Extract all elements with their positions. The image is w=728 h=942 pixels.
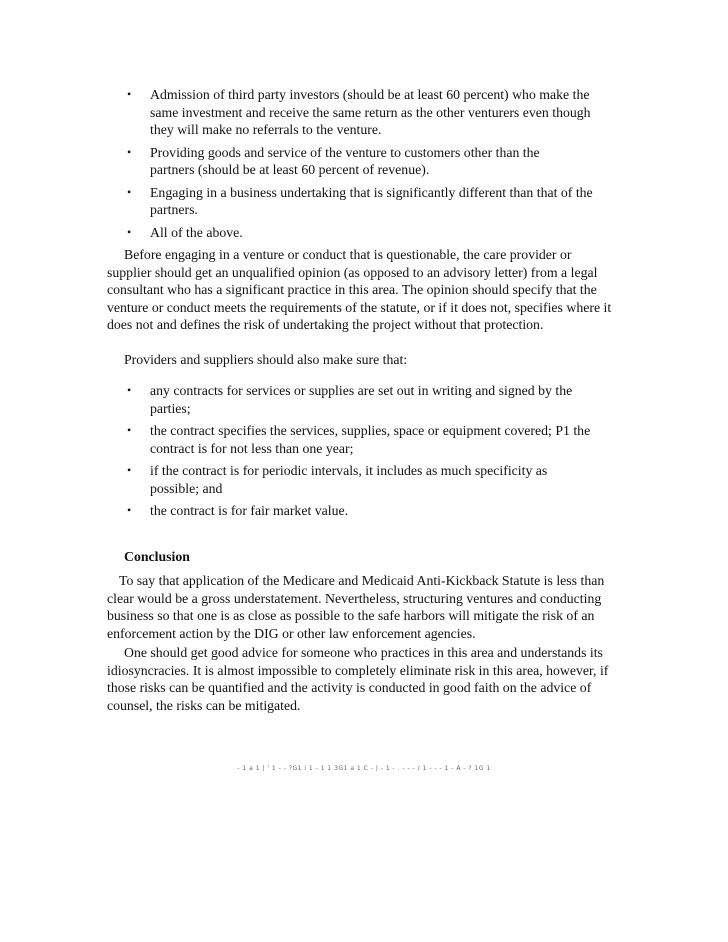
criteria-list <box>0 86 728 241</box>
list-item-text: Engaging in a business undertaking that is significantly different than that of the partners. <box>150 184 593 217</box>
bullet-icon: • <box>127 423 132 437</box>
list-item <box>0 382 580 417</box>
list-item <box>0 462 550 497</box>
list-item <box>0 86 602 139</box>
list-item-text: All of the above. <box>150 224 243 240</box>
list-item <box>0 224 610 242</box>
list-item-text: any contracts for services or supplies are set out in writing and signed by the parties; <box>150 383 573 416</box>
conclusion-heading: Conclusion <box>124 549 190 564</box>
bullet-icon: • <box>127 87 132 101</box>
list-item-text: the contract specifies the services, supplies, space or equipment covered; P1 the contract is for not less than one year; <box>150 423 591 456</box>
bullet-icon: • <box>127 503 132 517</box>
list-item <box>0 502 610 520</box>
bullet-icon: • <box>127 184 132 199</box>
list-item-text: Providing goods and service of the venture to customers other than the partners (should be at least 60 percent of revenue). <box>150 144 540 177</box>
list-item-text: the contract is for fair market value. <box>150 503 349 518</box>
bullet-icon: • <box>127 224 132 239</box>
bullet-icon: • <box>127 463 132 477</box>
paragraph-conclusion-2: One should get good advice for someone who practices in this area and understands its idiosyncracies. It is almost impossible to completely eliminate risk in this area, however, if those risks can be quantified and the activity is conducted in good faith on the advice of counsel, the risks can be mitigated. <box>107 645 609 713</box>
list-item <box>0 144 570 179</box>
bullet-icon: • <box>127 383 132 397</box>
contract-requirements-list <box>0 382 728 520</box>
paragraph-conclusion-1: To say that application of the Medicare and Medicaid Anti-Kickback Statute is less than clear would be a gross understatement. Nevertheless, structuring ventures and conducting business so that one is as close as possible to the safe harbors will mitigate the risk of an enforcement action by the DIG or other law enforcement agencies. <box>107 573 605 641</box>
list-item <box>0 422 594 457</box>
paragraph-providers: Providers and suppliers should also make sure that: <box>124 352 408 367</box>
list-item-text: Admission of third party investors (should be at least 60 percent) who make the same investment and receive the same return as the other venturers even though they will make no referrals to the venture. <box>150 87 591 137</box>
list-item-text: if the contract is for periodic intervals, it includes as much specificity as possible; and <box>150 463 548 496</box>
bullet-icon: • <box>127 144 132 159</box>
list-item <box>0 184 602 219</box>
page-footer: - 1 a 1 | ' 1 - - ?G1 i 1 - 1 1 3G1 a 1 C - | - 1 - . - - - / 1 - - - 1 - A - ? 1G 1 <box>237 765 491 772</box>
paragraph-opinion: Before engaging in a venture or conduct that is questionable, the care provider or supplier should get an unqualified opinion (as opposed to an advisory letter) from a legal consultant who has a significant practice in this area. The opinion should specify that the venture or conduct meets the requirements of the statute, or if it does not, specifies where it does not and defines the risk of undertaking the project without that protection. <box>107 247 612 332</box>
